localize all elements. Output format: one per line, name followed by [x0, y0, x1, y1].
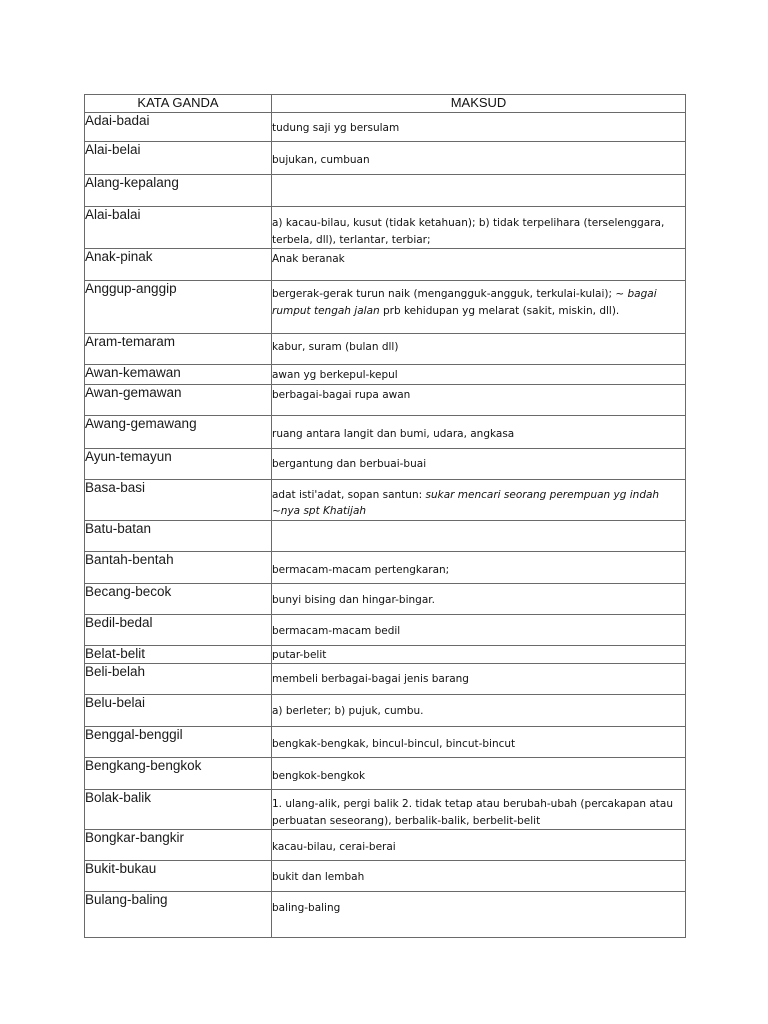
- maksud-text: [272, 207, 685, 248]
- maksud-text: [272, 830, 685, 856]
- maksud-cell: [272, 695, 686, 727]
- kata-ganda-cell: Bedil-bedal: [85, 614, 272, 645]
- maksud-text: [272, 790, 685, 829]
- maksud-text: [272, 449, 685, 473]
- maksud-text: [272, 664, 685, 688]
- maksud-cell: [272, 281, 686, 334]
- maksud-text: [272, 758, 685, 785]
- kata-ganda-cell: Bantah-bentah: [85, 551, 272, 583]
- maksud-cell: [272, 830, 686, 861]
- kata-ganda-cell: Benggal-benggil: [85, 727, 272, 758]
- kata-ganda-cell: Awan-kemawan: [85, 365, 272, 385]
- table-row: [85, 861, 686, 892]
- table-row: [85, 583, 686, 614]
- kata-ganda-cell: Bukit-bukau: [85, 861, 272, 892]
- maksud-cell: [272, 142, 686, 175]
- maksud-segment: a) berleter; b) pujuk, cumbu.: [272, 705, 424, 717]
- kata-ganda-cell: Batu-batan: [85, 520, 272, 551]
- maksud-segment: adat isti'adat, sopan santun:: [272, 488, 426, 501]
- maksud-text: [272, 615, 685, 640]
- maksud-text: [272, 646, 685, 664]
- table-row: [85, 415, 686, 448]
- kata-ganda-cell: Anak-pinak: [85, 249, 272, 281]
- kata-ganda-cell: Becang-becok: [85, 583, 272, 614]
- kata-ganda-cell: Alai-balai: [85, 207, 272, 249]
- table-row: [85, 790, 686, 830]
- maksud-text: [272, 113, 685, 137]
- maksud-cell: [272, 758, 686, 790]
- maksud-cell: [272, 790, 686, 830]
- kata-ganda-cell: Awan-gemawan: [85, 384, 272, 415]
- maksud-text: [272, 584, 685, 609]
- maksud-text: [272, 385, 685, 404]
- maksud-cell: [272, 551, 686, 583]
- maksud-text: [272, 334, 685, 356]
- table-row: [85, 334, 686, 365]
- table-row: [85, 207, 686, 249]
- table-row: [85, 142, 686, 175]
- maksud-text: [272, 365, 685, 384]
- table-row: [85, 113, 686, 142]
- maksud-segment: membeli berbagai-bagai jenis barang: [272, 673, 469, 685]
- maksud-text: [272, 861, 685, 886]
- kata-ganda-cell: Bulang-baling: [85, 892, 272, 938]
- header-maksud: MAKSUD: [272, 95, 686, 113]
- kata-ganda-cell: Beli-belah: [85, 664, 272, 695]
- kata-ganda-cell: Belat-belit: [85, 645, 272, 664]
- maksud-cell: [272, 520, 686, 551]
- maksud-segment: bergantung dan berbuai-buai: [272, 457, 427, 470]
- maksud-example-text: bagai rumput tengah jalan: [272, 288, 657, 317]
- maksud-text: [272, 892, 685, 917]
- maksud-cell: [272, 645, 686, 664]
- maksud-segment: a) kacau-bilau, kusut (tidak ketahuan); b) tidak terpelihara (terselenggara, terbela, dll), terlantar, terbiar;: [272, 217, 665, 246]
- maksud-text: [272, 727, 685, 753]
- maksud-segment: putar-belit: [272, 648, 327, 661]
- maksud-segment: bermacam-macam pertengkaran;: [272, 563, 450, 576]
- maksud-segment: tudung saji yg bersulam: [272, 122, 400, 134]
- kata-ganda-cell: Bongkar-bangkir: [85, 830, 272, 861]
- maksud-segment: prb kehidupan yg melarat (sakit, miskin, dll).: [379, 304, 620, 317]
- maksud-text: [272, 249, 685, 268]
- maksud-text: [272, 281, 685, 319]
- maksud-cell: [272, 207, 686, 249]
- maksud-cell: [272, 861, 686, 892]
- maksud-cell: [272, 479, 686, 520]
- table-row: [85, 175, 686, 207]
- kata-ganda-cell: Aram-temaram: [85, 334, 272, 365]
- maksud-text: [272, 480, 685, 520]
- maksud-segment: berbagai-bagai rupa awan: [272, 388, 411, 401]
- table-row: [85, 664, 686, 695]
- maksud-segment: bukit dan lembah: [272, 871, 365, 883]
- maksud-text: [272, 695, 685, 720]
- maksud-cell: [272, 334, 686, 365]
- maksud-cell: [272, 249, 686, 281]
- maksud-segment: kacau-bilau, cerai-berai: [272, 841, 396, 853]
- maksud-segment: awan yg berkepul-kepul: [272, 369, 398, 381]
- maksud-text: [272, 416, 685, 443]
- table-body: [85, 113, 686, 938]
- maksud-segment: kabur, suram (bulan dll): [272, 341, 399, 353]
- kata-ganda-cell: Belu-belai: [85, 695, 272, 727]
- table-row: [85, 892, 686, 938]
- table-row: [85, 281, 686, 334]
- maksud-text: [272, 142, 685, 169]
- kata-ganda-cell: Ayun-temayun: [85, 448, 272, 479]
- kata-ganda-table: [84, 94, 686, 938]
- table-row: [85, 448, 686, 479]
- maksud-segment: bengkak-bengkak, bincul-bincul, bincut-bincut: [272, 738, 516, 750]
- maksud-cell: [272, 384, 686, 415]
- table-row: [85, 830, 686, 861]
- table-row: [85, 614, 686, 645]
- kata-ganda-cell: Anggup-anggip: [85, 281, 272, 334]
- maksud-cell: [272, 175, 686, 207]
- maksud-cell: [272, 113, 686, 142]
- maksud-text: [272, 175, 685, 185]
- kata-ganda-cell: Bolak-balik: [85, 790, 272, 830]
- kata-ganda-cell: Adai-badai: [85, 113, 272, 142]
- maksud-cell: [272, 892, 686, 938]
- maksud-segment: bengkok-bengkok: [272, 770, 366, 782]
- maksud-segment: baling-baling: [272, 902, 341, 914]
- kata-ganda-cell: Bengkang-bengkok: [85, 758, 272, 790]
- maksud-segment: bujukan, cumbuan: [272, 154, 370, 166]
- table-row: [85, 727, 686, 758]
- table-header-row: [85, 95, 686, 113]
- maksud-segment: bunyi bising dan hingar-bingar.: [272, 593, 435, 606]
- maksud-cell: [272, 727, 686, 758]
- maksud-cell: [272, 614, 686, 645]
- header-kata-ganda: KATA GANDA: [85, 95, 272, 113]
- table-row: [85, 520, 686, 551]
- table-row: [85, 695, 686, 727]
- maksud-segment: Anak beranak: [272, 253, 345, 265]
- table-row: [85, 551, 686, 583]
- table-row: [85, 384, 686, 415]
- table-row: [85, 645, 686, 664]
- maksud-segment: bergerak-gerak turun naik (mengangguk-angguk, terkulai-kulai); ~: [272, 288, 628, 300]
- maksud-segment: ruang antara langit dan bumi, udara, angkasa: [272, 427, 515, 440]
- maksud-cell: [272, 365, 686, 385]
- table-row: [85, 249, 686, 281]
- table-row: [85, 758, 686, 790]
- kata-ganda-cell: Alai-belai: [85, 142, 272, 175]
- kata-ganda-cell: Basa-basi: [85, 479, 272, 520]
- kata-ganda-cell: Awang-gemawang: [85, 415, 272, 448]
- table-row: [85, 479, 686, 520]
- table-row: [85, 365, 686, 385]
- maksud-cell: [272, 415, 686, 448]
- kata-ganda-cell: Alang-kepalang: [85, 175, 272, 207]
- maksud-cell: [272, 583, 686, 614]
- maksud-segment: 1. ulang-alik, pergi balik 2. tidak tetap atau berubah-ubah (percakapan atau perbuatan seseorang), berbalik-balik, berbelit-belit: [272, 798, 674, 827]
- maksud-cell: [272, 664, 686, 695]
- maksud-cell: [272, 448, 686, 479]
- maksud-segment: bermacam-macam bedil: [272, 624, 401, 637]
- maksud-text: [272, 552, 685, 579]
- maksud-example-text: sukar mencari seorang perempuan yg indah ~nya spt Khatijah: [272, 488, 660, 517]
